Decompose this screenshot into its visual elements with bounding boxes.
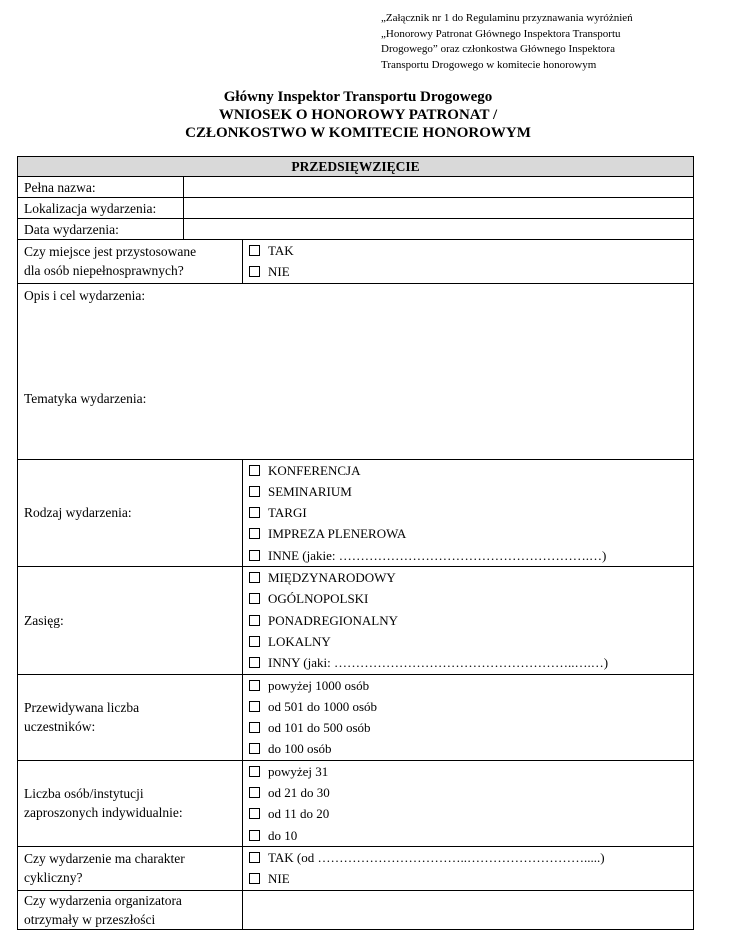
document-heading (0, 88, 716, 142)
event-type-options (243, 459, 694, 566)
date-label: Data wydarzenia: (18, 219, 184, 240)
checkbox-icon[interactable] (249, 528, 260, 539)
checkbox-option[interactable]: od 11 do 20 (249, 803, 693, 824)
accessibility-label: Czy miejsce jest przystosowane dla osób niepełnosprawnych? (18, 240, 243, 284)
full-name-label: Pełna nazwa: (18, 177, 184, 198)
checkbox-option[interactable]: TAK (249, 240, 693, 261)
annex-line: Drogowego” oraz członkostwa Głównego Inspektora (381, 43, 615, 55)
annex-note (381, 11, 711, 73)
checkbox-icon[interactable] (249, 507, 260, 518)
checkbox-option[interactable]: powyżej 1000 osób (249, 675, 693, 696)
checkbox-icon[interactable] (249, 873, 260, 884)
checkbox-icon[interactable] (249, 766, 260, 777)
past-label: Czy wydarzenia organizatora otrzymały w przeszłości (18, 890, 243, 929)
annex-line: „Załącznik nr 1 do Regulaminu przyznawania wyróżnień (381, 12, 633, 24)
checkbox-icon[interactable] (249, 701, 260, 712)
cyclic-options (243, 846, 694, 890)
checkbox-option[interactable]: NIE (249, 868, 693, 889)
full-name-field[interactable] (184, 177, 694, 198)
checkbox-option[interactable]: MIĘDZYNARODOWY (249, 567, 693, 588)
annex-line: „Honorowy Patronat Głównego Inspektora Transportu (381, 27, 621, 40)
checkbox-icon[interactable] (249, 787, 260, 798)
invited-label: Liczba osób/instytucji zaproszonych indywidualnie: (18, 760, 243, 846)
checkbox-option[interactable]: IMPREZA PLENEROWA (249, 523, 693, 544)
date-field[interactable] (184, 219, 694, 240)
checkbox-icon[interactable] (249, 852, 260, 863)
checkbox-icon[interactable] (249, 486, 260, 497)
checkbox-icon[interactable] (249, 657, 260, 668)
checkbox-icon[interactable] (249, 808, 260, 819)
checkbox-icon[interactable] (249, 266, 260, 277)
form-title-line2: CZŁONKOSTWO W KOMITECIE HONOROWYM (185, 125, 531, 141)
description-field[interactable] (18, 283, 694, 459)
section-header: PRZEDSIĘWZIĘCIE (18, 157, 694, 177)
checkbox-option[interactable]: od 501 do 1000 osób (249, 696, 693, 717)
checkbox-option[interactable]: do 100 osób (249, 738, 693, 759)
checkbox-icon[interactable] (249, 550, 260, 561)
checkbox-icon[interactable] (249, 593, 260, 604)
checkbox-icon[interactable] (249, 615, 260, 626)
issuer-title: Główny Inspektor Transportu Drogowego (223, 89, 493, 105)
application-form (17, 156, 694, 930)
checkbox-option[interactable]: TAK (od ……………………………..……………………….....) (249, 847, 693, 868)
checkbox-option[interactable]: od 21 do 30 (249, 782, 693, 803)
event-type-label: Rodzaj wydarzenia: (18, 459, 243, 566)
checkbox-option[interactable]: do 10 (249, 825, 693, 846)
checkbox-icon[interactable] (249, 722, 260, 733)
checkbox-option[interactable]: INNE (jakie: ………………………………………………….…) (249, 545, 693, 566)
checkbox-icon[interactable] (249, 743, 260, 754)
checkbox-icon[interactable] (249, 572, 260, 583)
topic-label: Tematyka wydarzenia: (24, 390, 147, 406)
checkbox-option[interactable]: powyżej 31 (249, 761, 693, 782)
description-label: Opis i cel wydarzenia: (24, 287, 146, 303)
scope-options (243, 567, 694, 674)
checkbox-option[interactable]: LOKALNY (249, 631, 693, 652)
accessibility-options (243, 240, 694, 284)
invited-options (243, 760, 694, 846)
scope-label: Zasięg: (18, 567, 243, 674)
location-field[interactable] (184, 198, 694, 219)
checkbox-icon[interactable] (249, 465, 260, 476)
cyclic-label: Czy wydarzenie ma charakter cykliczny? (18, 846, 243, 890)
checkbox-option[interactable]: SEMINARIUM (249, 481, 693, 502)
participants-label: Przewidywana liczba uczestników: (18, 674, 243, 760)
checkbox-option[interactable]: TARGI (249, 502, 693, 523)
past-field[interactable] (243, 890, 694, 929)
checkbox-option[interactable]: PONADREGIONALNY (249, 610, 693, 631)
checkbox-option[interactable]: INNY (jaki: ………………………………………………..….…) (249, 652, 693, 673)
checkbox-icon[interactable] (249, 245, 260, 256)
participants-options (243, 674, 694, 760)
checkbox-option[interactable]: NIE (249, 261, 693, 282)
annex-line: Transportu Drogowego w komitecie honorowym (381, 58, 597, 71)
form-title-line1: WNIOSEK O HONOROWY PATRONAT / (218, 107, 498, 123)
checkbox-option[interactable]: od 101 do 500 osób (249, 717, 693, 738)
checkbox-icon[interactable] (249, 830, 260, 841)
location-label: Lokalizacja wydarzenia: (18, 198, 184, 219)
checkbox-option[interactable]: KONFERENCJA (249, 460, 693, 481)
checkbox-icon[interactable] (249, 636, 260, 647)
checkbox-option[interactable]: OGÓLNOPOLSKI (249, 588, 693, 609)
checkbox-icon[interactable] (249, 680, 260, 691)
